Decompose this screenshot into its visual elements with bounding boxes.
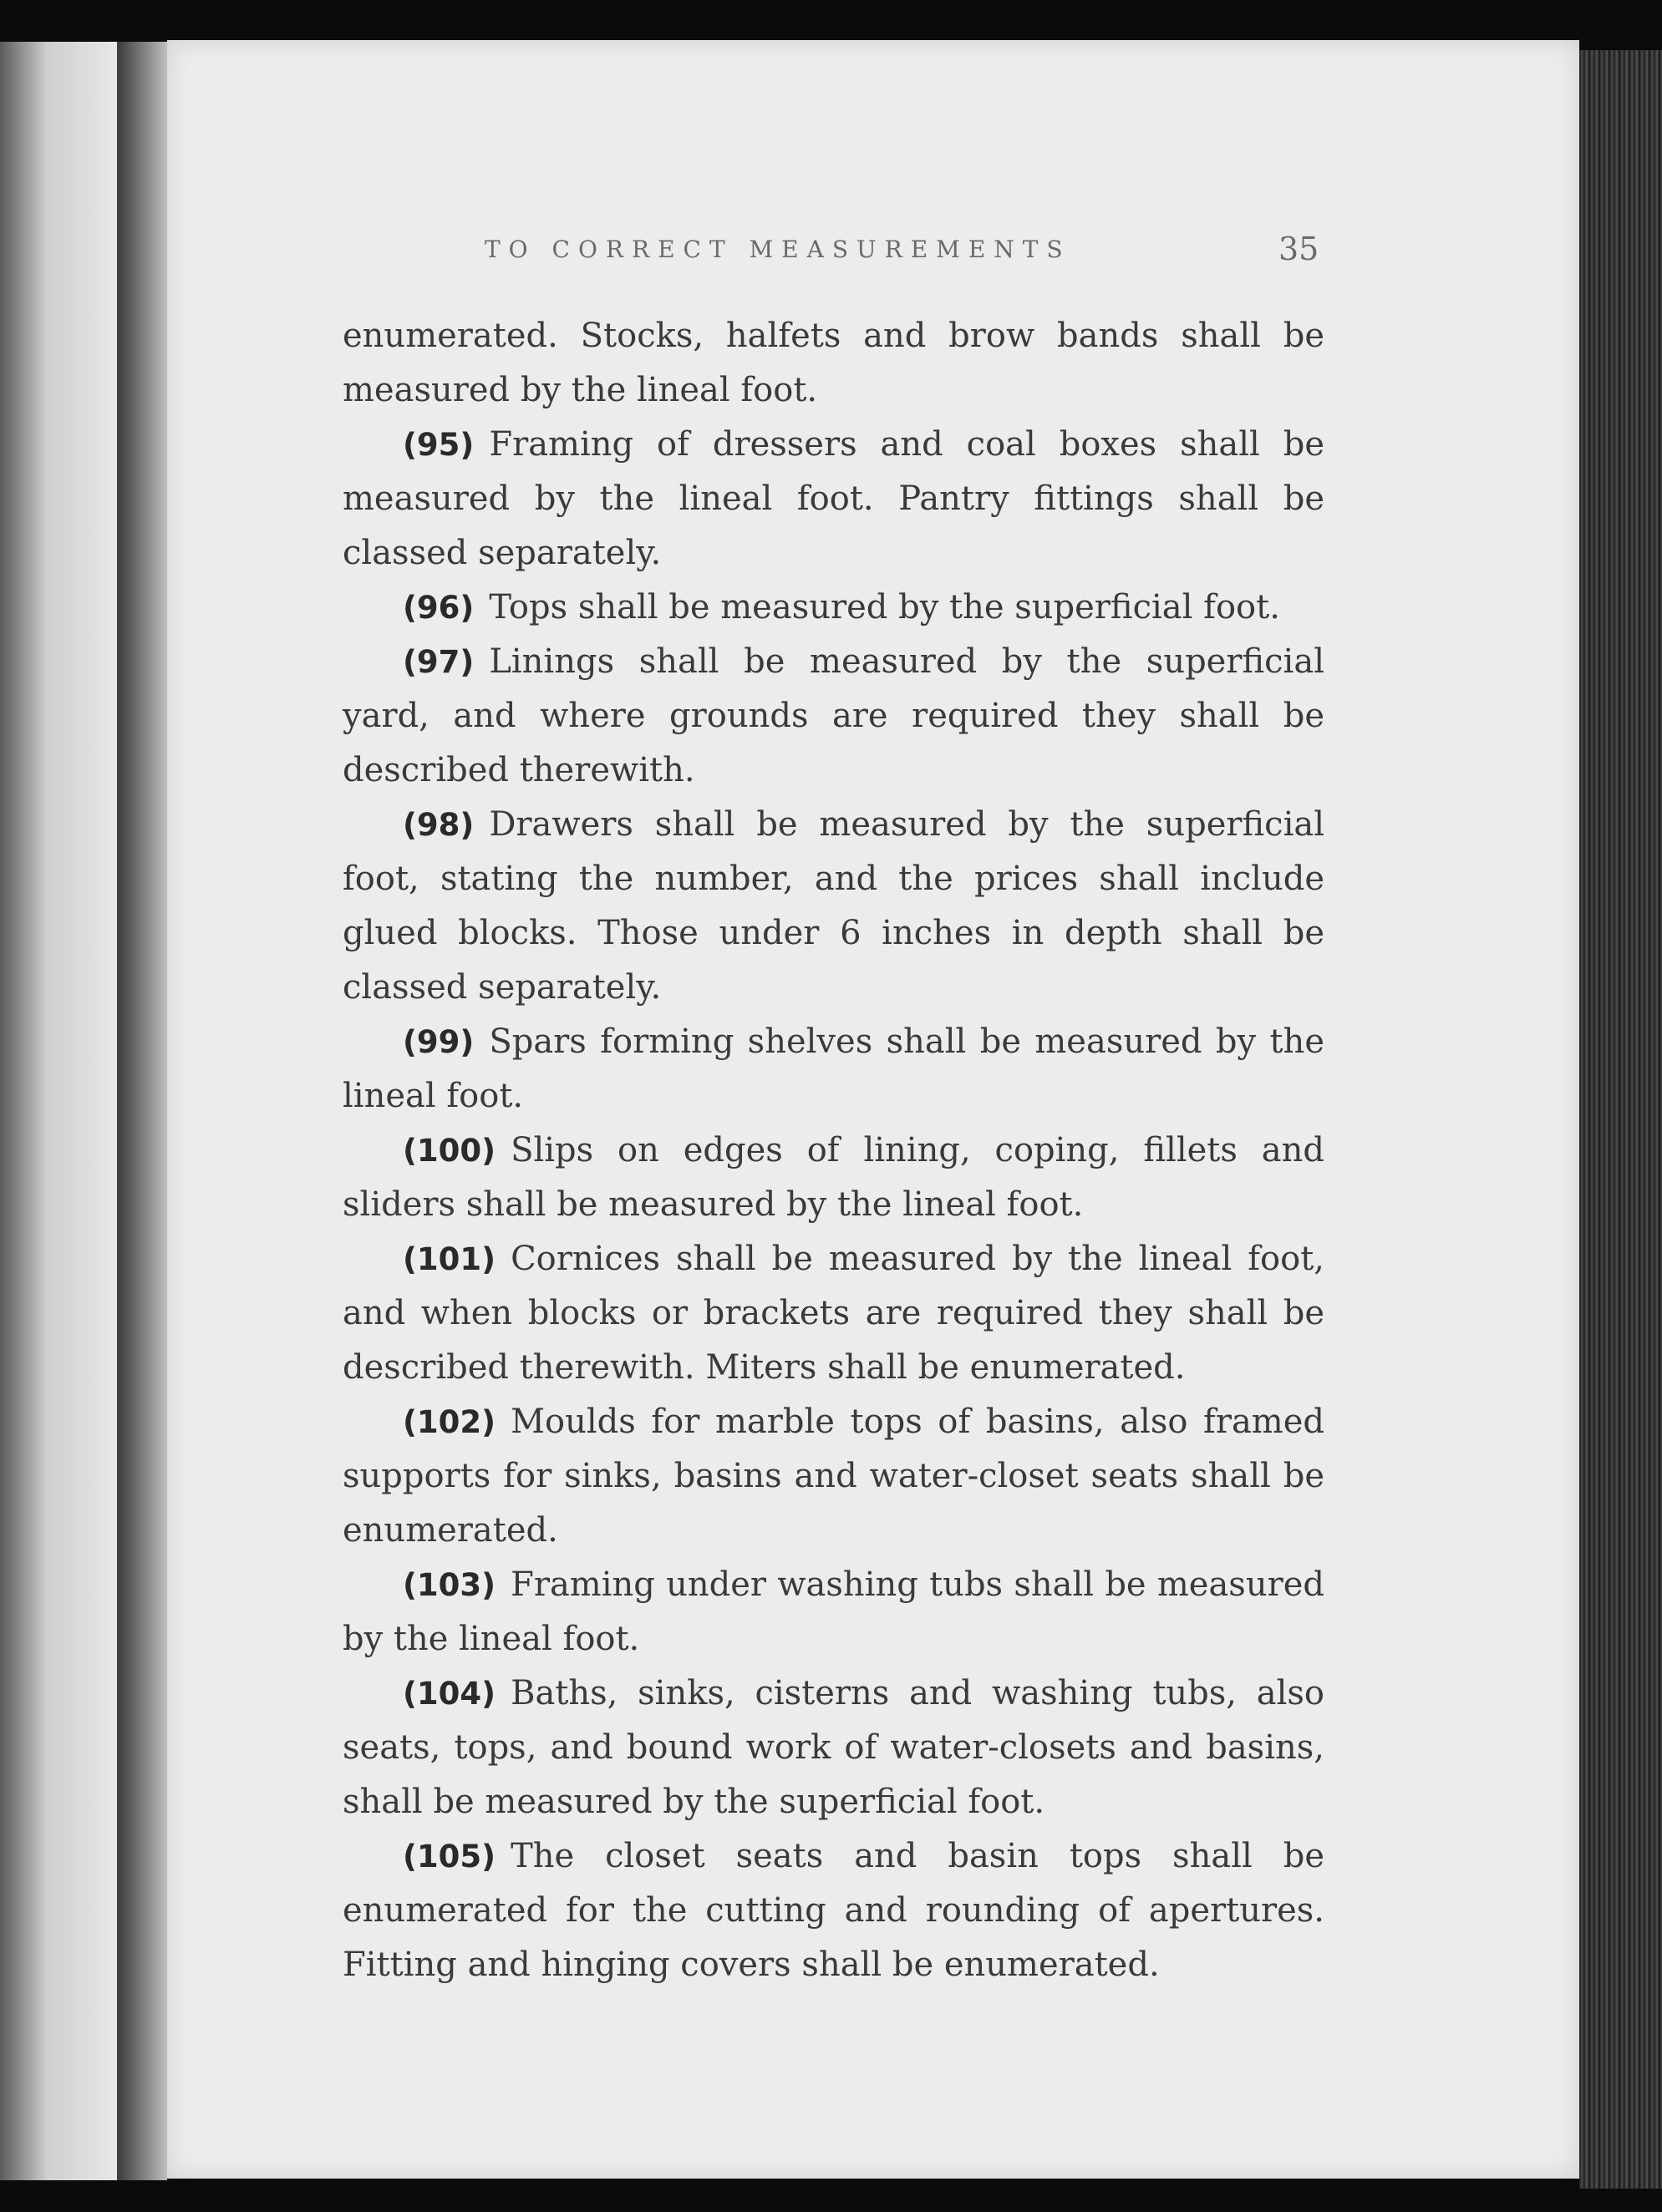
paragraph	[343, 1829, 1324, 1992]
paragraph-text: Linings shall be measured by the superficial yard, and where grounds are required they shall be described therewith.	[343, 642, 1324, 789]
paragraph-text: Baths, sinks, cisterns and washing tubs, also seats, tops, and bound work of water-closets and basins, shall be measured by the superficial foot.	[343, 1674, 1324, 1821]
paragraph	[343, 1667, 1324, 1829]
clause-number: (98)	[403, 807, 475, 843]
paragraph	[343, 581, 1324, 635]
paragraph	[343, 418, 1324, 581]
paragraph-text: Framing under washing tubs shall be measured by the lineal foot.	[343, 1565, 1324, 1658]
paragraph-text: Slips on edges of lining, coping, fillets and sliders shall be measured by the lineal foot.	[343, 1131, 1324, 1224]
paragraph-text: Drawers shall be measured by the superficial foot, stating the number, and the prices shall include glued blocks. Those under 6 inches in depth shall be classed separately.	[343, 805, 1324, 1007]
clause-number: (100)	[403, 1133, 496, 1169]
paragraph-text: Moulds for marble tops of basins, also framed supports for sinks, basins and water-closet seats shall be enumerated.	[343, 1403, 1324, 1550]
clause-number: (101)	[403, 1241, 496, 1277]
paragraph	[343, 798, 1324, 1015]
paragraph-text: Tops shall be measured by the superficial foot.	[489, 588, 1280, 627]
clause-number: (104)	[403, 1676, 496, 1712]
paragraph-text: Framing of dressers and coal boxes shall be measured by the lineal foot. Pantry fittings shall be classed separately.	[343, 425, 1324, 572]
paragraph	[343, 1124, 1324, 1232]
clause-number: (105)	[403, 1839, 496, 1875]
paragraph-text: Spars forming shelves shall be measured by the lineal foot.	[343, 1022, 1324, 1115]
paragraph-text: The closet seats and basin tops shall be enumerated for the cutting and rounding of apertures. Fitting and hinging covers shall be enumerated.	[343, 1837, 1324, 1984]
page-stack-edges	[1579, 50, 1662, 2189]
running-head: TO CORRECT MEASUREMENTS	[485, 236, 1071, 263]
paragraph	[343, 1232, 1324, 1395]
body-text	[343, 309, 1324, 1992]
clause-number: (95)	[403, 427, 475, 463]
paragraph	[343, 1395, 1324, 1558]
paragraph	[343, 1558, 1324, 1667]
book-gutter	[117, 42, 167, 2180]
clause-number: (102)	[403, 1404, 496, 1440]
clause-number: (96)	[403, 590, 475, 626]
clause-number: (99)	[403, 1024, 475, 1060]
paragraph	[343, 635, 1324, 798]
paragraph	[343, 309, 1324, 418]
clause-number: (97)	[403, 644, 475, 680]
paragraph-text: enumerated. Stocks, halfets and brow bands shall be measured by the lineal foot.	[343, 317, 1324, 409]
paragraph	[343, 1015, 1324, 1124]
clause-number: (103)	[403, 1567, 496, 1603]
paragraph-text: Cornices shall be measured by the lineal foot, and when blocks or brackets are required they shall be described therewith. Miters shall be enumerated.	[343, 1240, 1324, 1387]
page-number: 35	[1278, 231, 1319, 267]
left-page-edge	[0, 42, 117, 2180]
